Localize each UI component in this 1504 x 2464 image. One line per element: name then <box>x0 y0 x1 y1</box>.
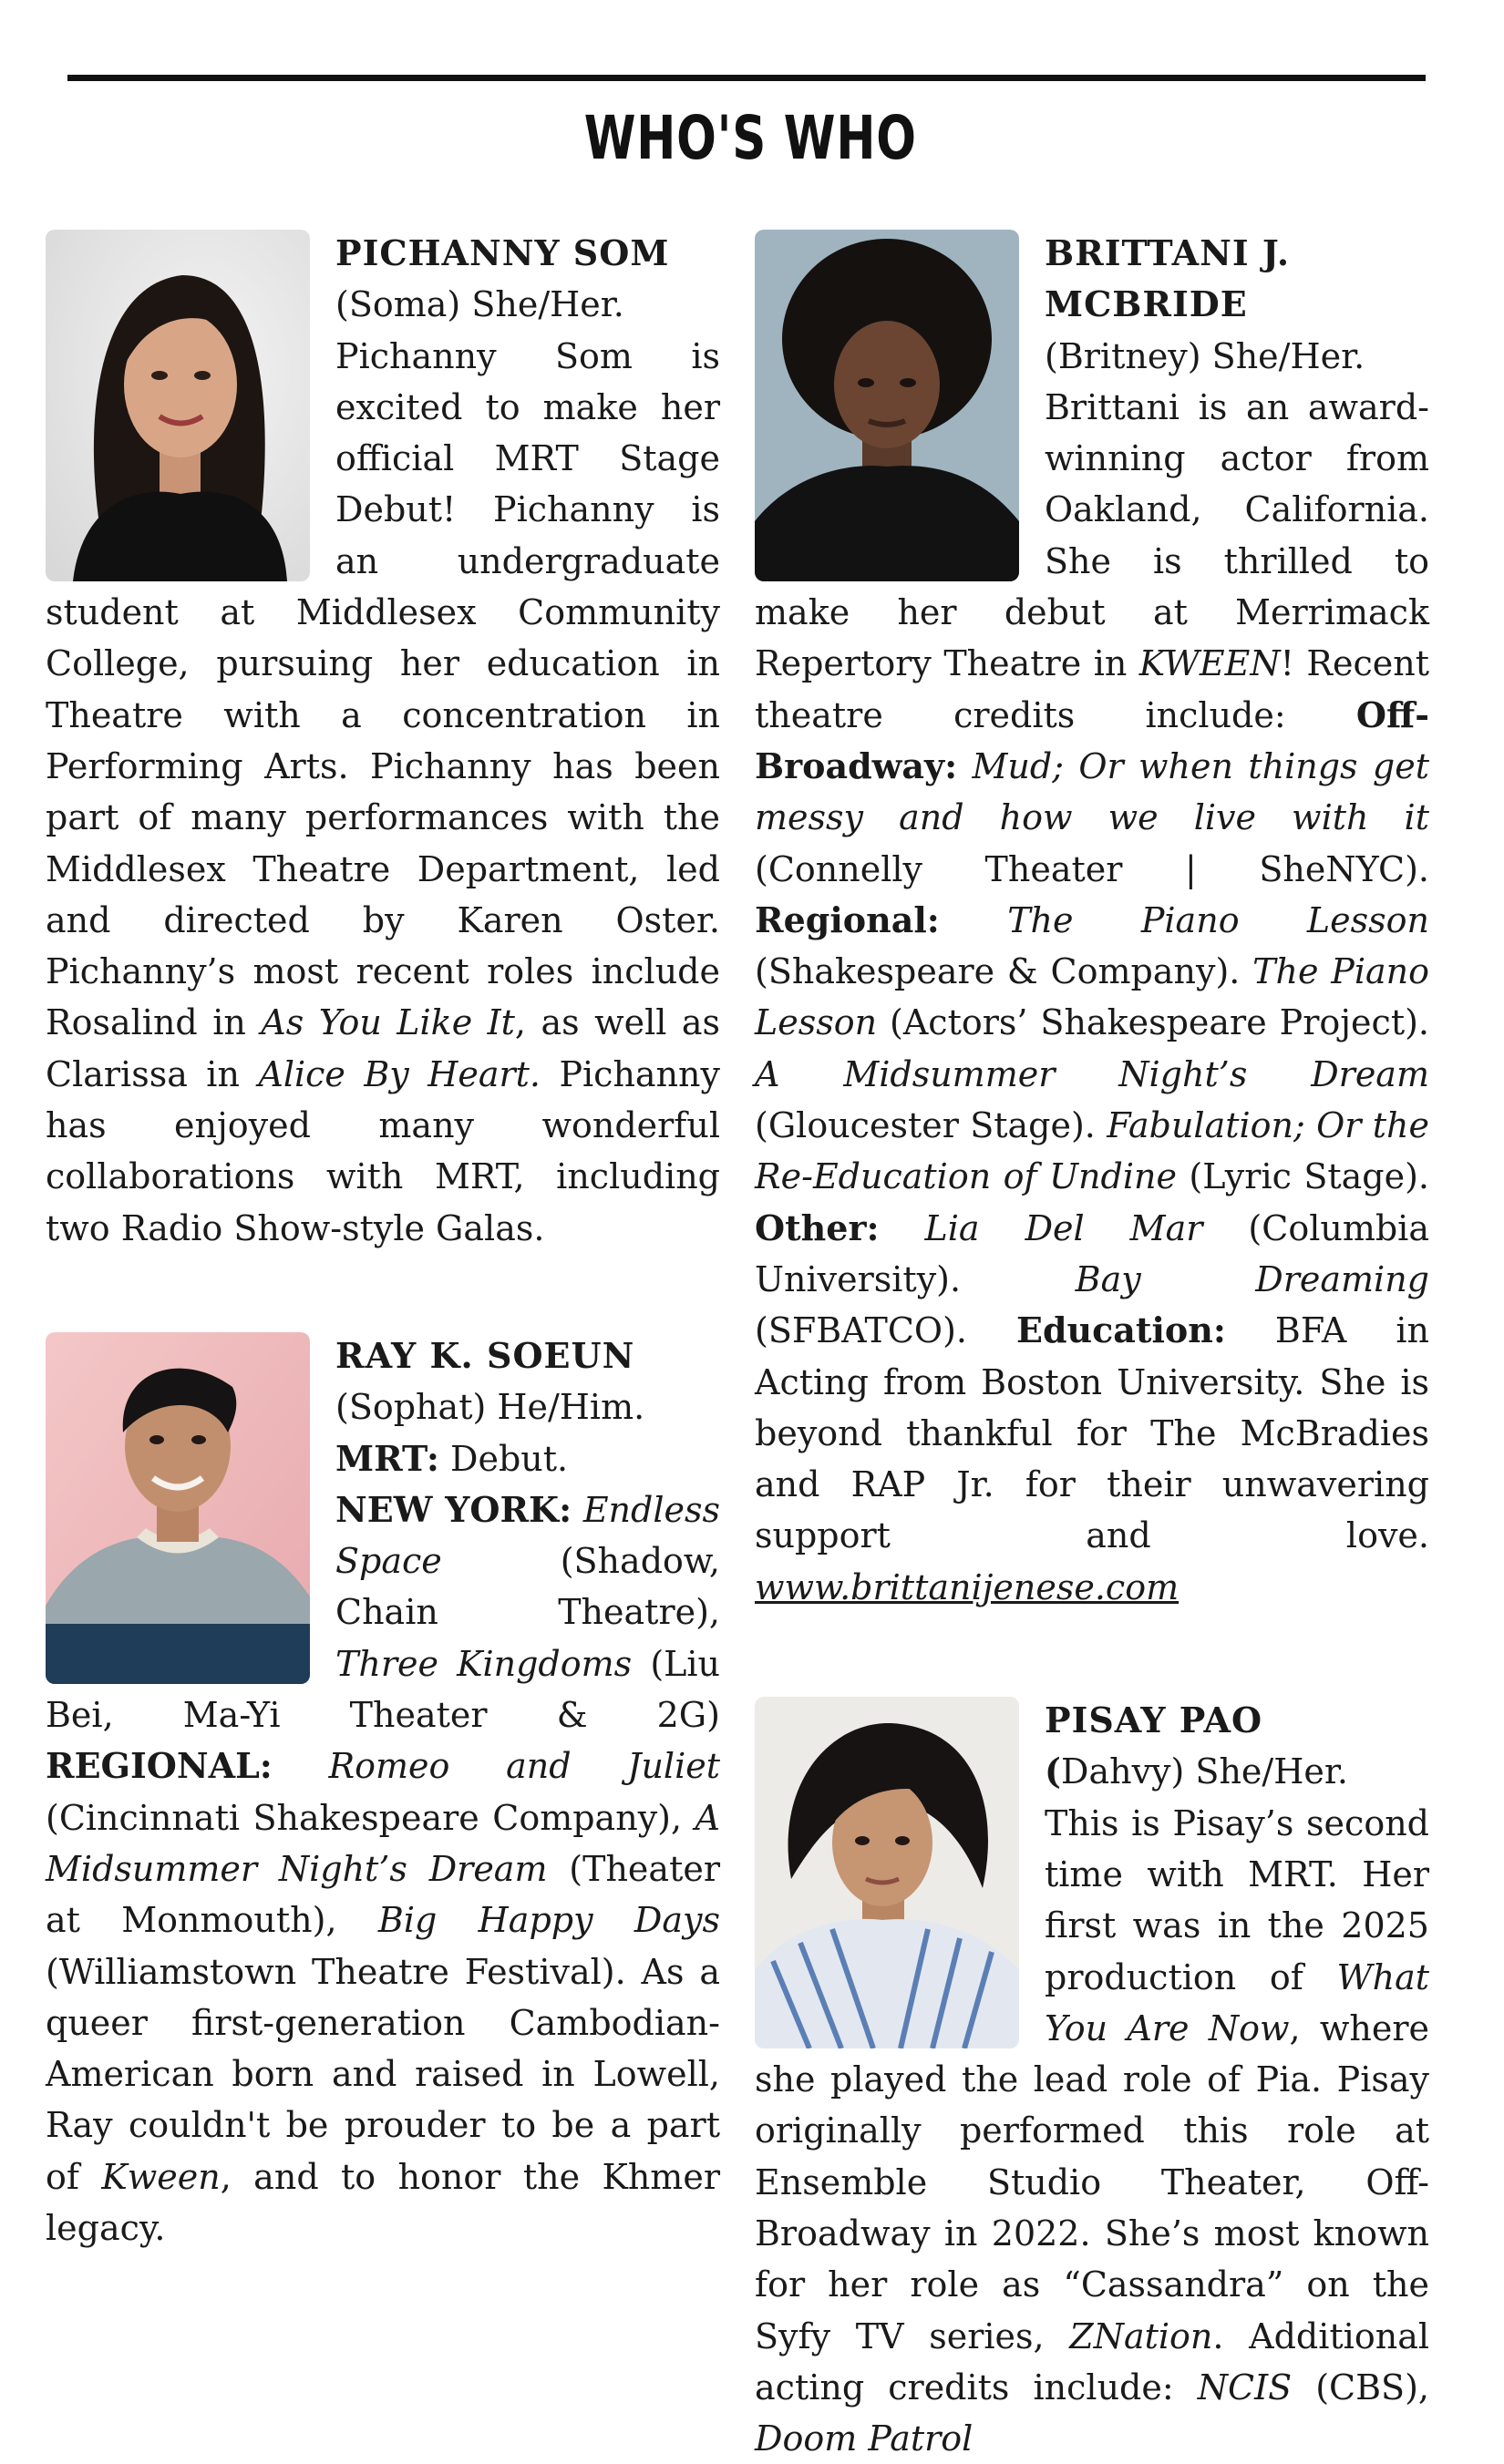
bio-title: What You Are Now <box>1045 1956 1429 2048</box>
bio-heading: Off-Broadway: <box>755 693 1429 786</box>
bio-title: NCIS <box>1197 2366 1293 2408</box>
bio-text: , where she played the lead role of Pia. Pisay originally performed this role at Ensemble Studio Theater, Off-Broadway in 2022. She’s most known for her role as “Cassandra” on the Syfy TV series, <box>755 2007 1429 2356</box>
bio-text: (Theater at Monmouth), <box>46 1848 720 1941</box>
bio-pichanny-som <box>46 228 720 1254</box>
bio-text: (CBS), <box>1292 2366 1429 2408</box>
bio-pronunciation: (Soma) She/Her. <box>335 284 624 325</box>
bio-text: (Gloucester Stage). <box>755 1105 1107 1146</box>
bio-name: RAY K. SOEUN <box>335 1334 635 1376</box>
bio-text: Pichanny has enjoyed many wonderful collaborations with MRT, including two Radio Show-style Galas. <box>46 1053 720 1248</box>
bio-title: Kween <box>101 2156 221 2197</box>
bio-text <box>880 1208 925 1248</box>
bio-name: PICHANNY SOM <box>335 232 670 273</box>
bio-title: A Midsummer Night’s Dream <box>755 1053 1429 1094</box>
bio-ray-k-soeun <box>46 1330 720 2254</box>
bio-text: ! Recent theatre credits include: <box>755 643 1429 735</box>
bio-text: (Columbia University). <box>755 1207 1429 1299</box>
bio-text: , as well as Clarissa in <box>46 1002 720 1094</box>
bio-text: BFA in Acting from Boston University. She is beyond thankful for The McBradies and RAP Jr. for their unwavering support and love. <box>755 1310 1429 1556</box>
headshot-brittani-mcbride <box>755 230 1019 581</box>
bio-title: Lia Del Mar <box>924 1207 1203 1248</box>
bio-text: (Lyric Stage). <box>1176 1156 1429 1197</box>
bio-text: (Cincinnati Shakespeare Company), <box>46 1797 695 1838</box>
bio-text: (Shakespeare & Company). <box>755 951 1253 992</box>
bio-heading: Other: <box>755 1206 880 1248</box>
bio-heading: Education: <box>1016 1309 1226 1351</box>
bio-text: (Shadow, Chain Theatre), <box>335 1541 720 1633</box>
bio-text <box>273 1746 329 1786</box>
headshot-pisay-pao <box>755 1697 1019 2048</box>
bio-title: Endless Space <box>335 1489 720 1582</box>
bio-title: Romeo and Juliet <box>328 1746 720 1787</box>
bio-title: ZNation <box>1069 2315 1213 2356</box>
bio-title: Mud; Or when things get messy and how we live with it <box>755 745 1429 838</box>
bio-title: The Piano Lesson <box>1007 899 1429 940</box>
bio-text: (Williamstown Theatre Festival). As a queer first-generation Cambodian-American born and raised in Lowell, Ray couldn't be prouder to be a part of <box>46 1951 720 2197</box>
headshot-ray-k-soeun <box>46 1332 310 1684</box>
bio-text: Debut. <box>438 1438 569 1479</box>
bio-text: (Connelly Theater | SheNYC). <box>755 848 1429 889</box>
bio-title: A Midsummer Night’s Dream <box>46 1797 720 1889</box>
bio-text: , and to honor the Khmer legacy. <box>46 2156 720 2248</box>
bio-brittani-mcbride <box>755 228 1429 1613</box>
bio-title: Big Happy Days <box>377 1900 720 1941</box>
bio-pronunciation: Dahvy) She/Her. <box>1060 1751 1348 1792</box>
bio-pron-paren: ( <box>1045 1750 1061 1792</box>
bio-text <box>957 746 972 786</box>
bio-title: Doom Patrol <box>755 2418 973 2459</box>
bio-name-line-2: MCBRIDE <box>1045 283 1248 325</box>
bio-text: Brittani is an award-winning actor from Oakland, California. She is thrilled to make her debut at Merrimack Repertory Theatre in <box>755 386 1429 684</box>
bio-pronunciation: (Sophat) He/Him. <box>335 1387 645 1428</box>
bio-title: As You Like It <box>261 1002 515 1043</box>
header-rule <box>67 75 1426 81</box>
bio-title: Three Kingdoms <box>335 1643 633 1684</box>
right-column <box>755 228 1429 2464</box>
bio-text: . Additional acting credits include: <box>755 2315 1429 2408</box>
bio-text: (SFBATCO). <box>755 1310 1016 1351</box>
bio-text: (Actors’ Shakespeare Project). <box>877 1002 1429 1043</box>
bio-text: (Liu Bei, Ma-Yi Theater & 2G) <box>46 1643 721 1736</box>
bio-text <box>572 1490 583 1530</box>
bio-name-line-1: BRITTANI J. <box>1045 232 1291 273</box>
page-title: WHO'S WHO <box>583 103 917 173</box>
website-link[interactable]: www.brittanijenese.com <box>755 1566 1180 1607</box>
bio-title: Alice By Heart. <box>258 1053 541 1094</box>
bio-text: Pichanny Som is excited to make her official MRT Stage Debut! Pichanny is an undergraduate student at Middlesex Community College, pursuing her education in Theatre with a concentration in Performing Arts. Pichanny has been part of many performances with the Middlesex Theatre Department, led and directed by Karen Oster. Pichanny’s most recent roles include Rosalind in <box>46 335 720 1043</box>
bio-title: The Piano Lesson <box>755 951 1429 1043</box>
bio-heading: NEW YORK: <box>335 1488 572 1530</box>
bio-pisay-pao <box>755 1695 1429 2464</box>
bio-heading: MRT: <box>335 1437 439 1479</box>
bio-heading: REGIONAL: <box>46 1745 273 1787</box>
bio-pronunciation: (Britney) She/Her. <box>1045 335 1365 376</box>
headshot-pichanny-som <box>46 230 310 581</box>
bio-title: Bay Dreaming <box>1075 1258 1430 1299</box>
left-column <box>46 228 720 2254</box>
bio-title: KWEEN <box>1138 643 1281 684</box>
bio-name: PISAY PAO <box>1045 1699 1263 1741</box>
bio-heading: Regional: <box>755 898 940 940</box>
bio-title: Fabulation; Or the Re-Education of Undine <box>755 1105 1429 1197</box>
bio-text <box>940 900 1007 940</box>
bio-text: This is Pisay’s second time with MRT. Her first was in the 2025 production of <box>1045 1802 1429 1997</box>
